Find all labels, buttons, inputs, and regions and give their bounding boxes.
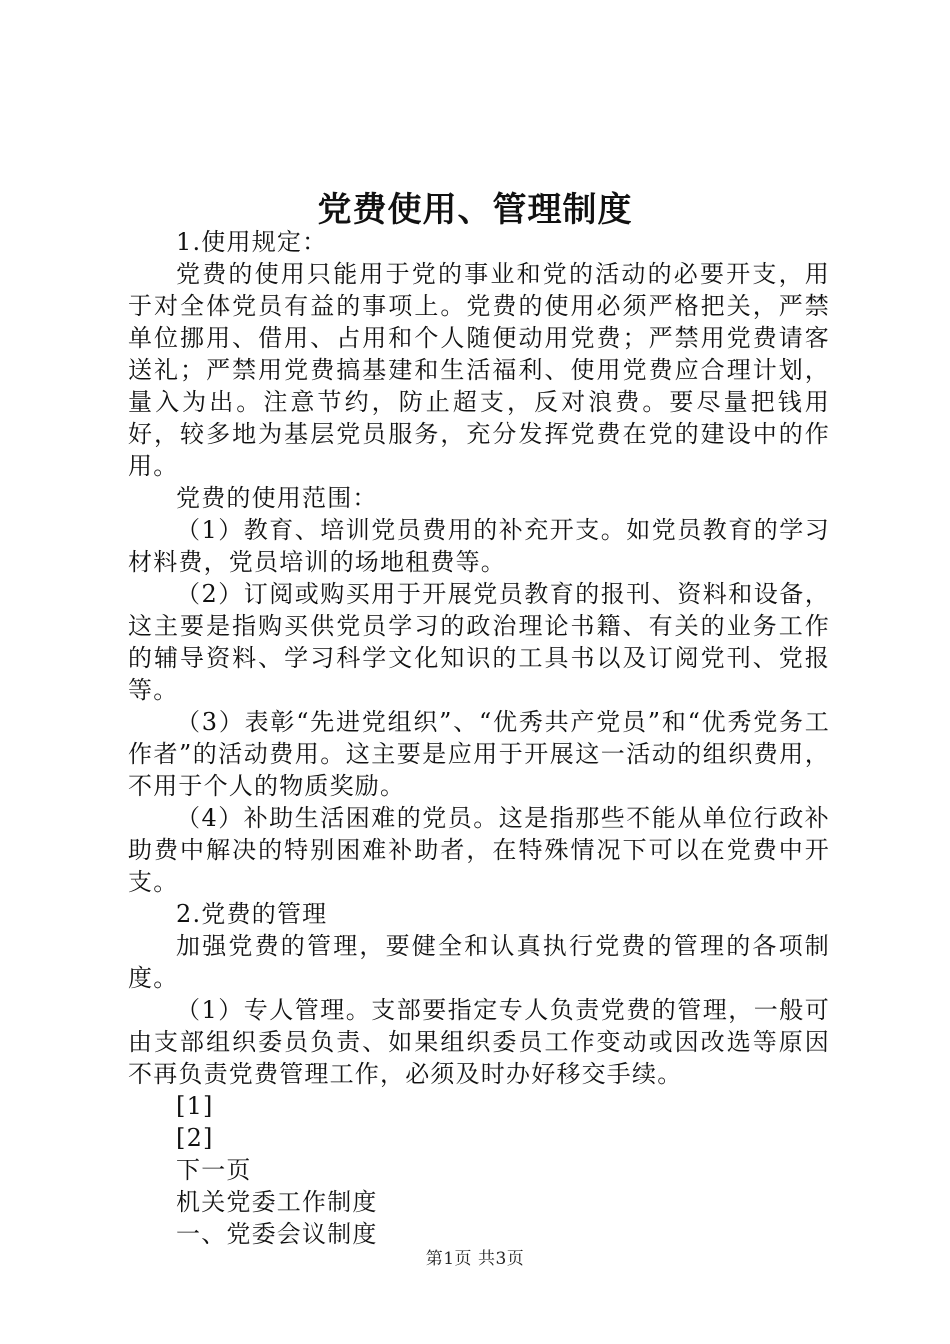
paragraph-management-item-1: （1）专人管理。支部要指定专人负责党费的管理，一般可由支部组织委员负责、如果组织委员工作变动或因改选等原因不再负责党费管理工作，必须及时办好移交手续。 <box>128 996 830 1088</box>
document-title: 党费使用、管理制度 <box>317 190 633 230</box>
paragraph-scope-item-4: （4）补助生活困难的党员。这是指那些不能从单位行政补助费中解决的特别困难补助者，在特殊情况下可以在党费中开支。 <box>128 804 830 896</box>
paragraph-management-intro: 加强党费的管理，要健全和认真执行党费的管理的各项制度。 <box>128 932 830 992</box>
paragraph-scope-item-1: （1）教育、培训党员费用的补充开支。如党员教育的学习材料费，党员培训的场地租费等。 <box>128 516 830 576</box>
paragraph-usage-rules: 党费的使用只能用于党的事业和党的活动的必要开支，用于对全体党员有益的事项上。党费的使用必须严格把关，严禁单位挪用、借用、占用和个人随便动用党费；严禁用党费请客送礼；严禁用党费搞基建和生活福利、使用党费应合理计划，量入为出。注意节约，防止超支，反对浪费。要尽量把钱用好，较多地为基层党员服务，充分发挥党费在党的建设中的作用。 <box>128 260 830 480</box>
page-footer: 第1页 共3页 <box>425 1249 525 1269</box>
paragraph-section-2-heading: 2.党费的管理 <box>176 900 328 928</box>
paragraph-scope-item-3: （3）表彰“先进党组织”、“优秀共产党员”和“优秀党务工作者”的活动费用。这主要是应用于开展这一活动的组织费用，不用于个人的物质奖励。 <box>128 708 830 800</box>
related-article-section: 一、党委会议制度 <box>176 1220 378 1248</box>
paragraph-usage-scope-heading: 党费的使用范围： <box>176 484 378 512</box>
paragraph-section-1-heading: 1.使用规定： <box>176 228 328 256</box>
document-body <box>128 226 830 1250</box>
related-article-title: 机关党委工作制度 <box>176 1188 378 1216</box>
page-link-2[interactable]: [2] <box>176 1124 214 1152</box>
page-link-1[interactable]: [1] <box>176 1092 214 1120</box>
next-page-link[interactable]: 下一页 <box>176 1156 252 1184</box>
paragraph-scope-item-2: （2）订阅或购买用于开展党员教育的报刊、资料和设备，这主要是指购买供党员学习的政治理论书籍、有关的业务工作的辅导资料、学习科学文化知识的工具书以及订阅党刊、党报等。 <box>128 580 830 704</box>
